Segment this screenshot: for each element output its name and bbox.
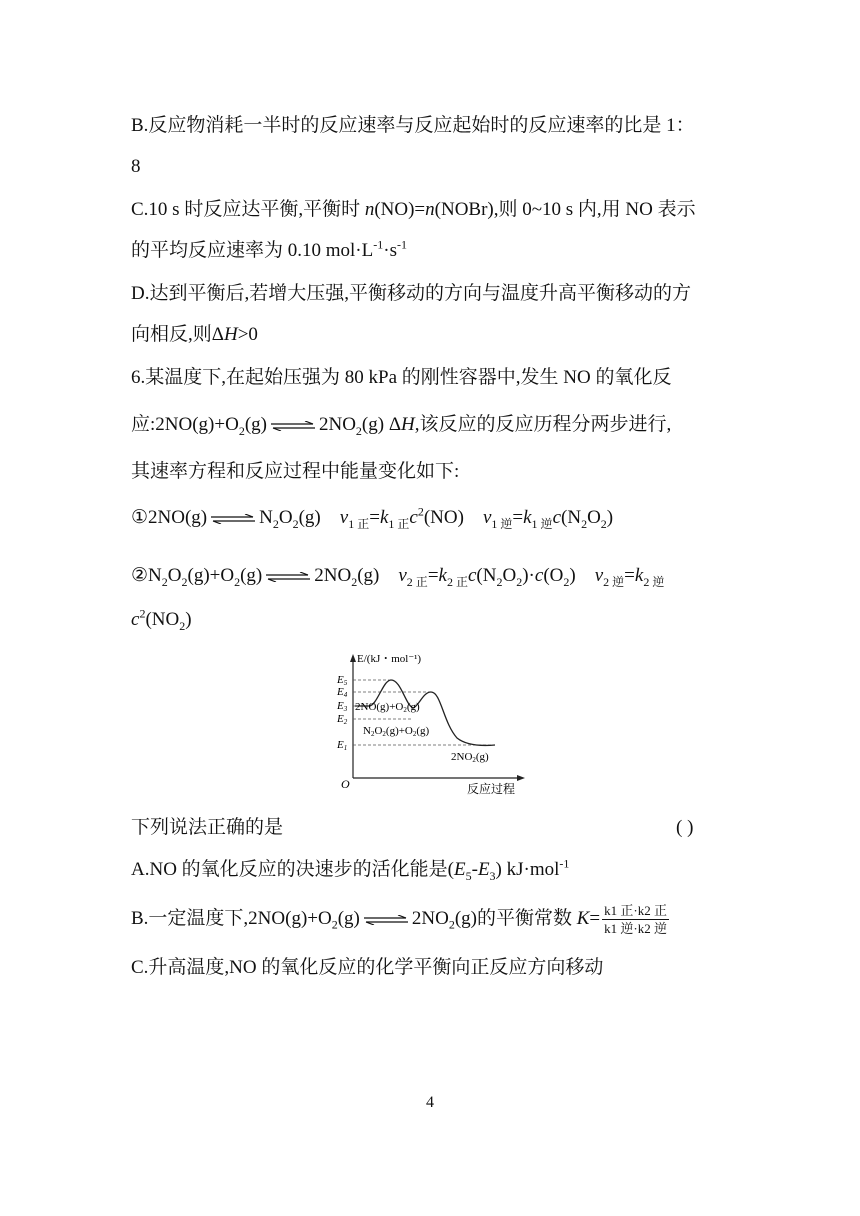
- label-reactant: 2NO(g)+O2(g): [355, 701, 420, 714]
- option-d-previous-line2: 向相反,则ΔH>0: [131, 324, 258, 345]
- x-axis-arrow-icon: [517, 775, 525, 781]
- option-b: B.一定温度下$,2NO(g)+O_2(g)$ $2NO_2(g)$的平衡常数 K= $\frac{\text{k1 正·k2 正}}{\text{k1 逆·k2 逆}}$: [131, 903, 667, 936]
- question-6-line1: 6.某温度下,在起始压强为 80 kPa 的刚性容器中,发生 NO 的氧化反: [131, 367, 672, 388]
- question-6-line2: 应$:2NO(g)+O_2(g)$ $2NO_2(g)$ ΔH,该反应的反应历程分两步进行,: [131, 414, 672, 438]
- step-2-equation: $②N_2O_2(g)+O_2(g)$ $2NO_2(g)$ $v_{2 正}=k_{2 正}c(N_2O_2)\cdot c(O_2)$ $v_{2 逆}=k_{2 逆}$: [131, 565, 665, 589]
- option-c-previous-line2: 的平均反应速率为 0.10 $mol\cdot L^{-1}\cdot s^{-1}$: [131, 237, 407, 261]
- x-axis-label: 反应过程: [467, 782, 516, 796]
- level-label-e3: E3: [337, 700, 348, 713]
- energy-level-labels: [336, 674, 348, 752]
- equilibrium-arrow-icon: [364, 915, 408, 925]
- question-6-line3: 其速率方程和反应过程中能量变化如下:: [131, 461, 460, 482]
- answer-blank[interactable]: ( ): [676, 817, 694, 838]
- page-number: 4: [426, 1094, 434, 1111]
- option-c-previous-line1: C.10 s 时反应达平衡,平衡时 n(NO)=n(NOBr),则 0~10 s 内,用 NO 表示: [131, 199, 696, 220]
- option-a: A.NO 的氧化反应的决速步的活化能是$(E_5-E_3)$ kJ·mol$^{-1}$: [131, 856, 570, 883]
- level-label-e4: E4: [337, 686, 348, 699]
- option-d-previous-line1: D.达到平衡后,若增大压强,平衡移动的方向与温度升高平衡移动的方: [131, 283, 691, 304]
- equilibrium-arrow-icon: [271, 421, 315, 431]
- fraction-numerator: k1 正·k2 正: [604, 903, 667, 918]
- level-label-e5: E5: [337, 674, 348, 687]
- option-b-previous-line1: B.反应物消耗一半时的反应速率与反应起始时的反应速率的比是 1：: [131, 115, 695, 136]
- label-intermediate: N2O2(g)+O2(g): [363, 725, 430, 738]
- question-stem: 下列说法正确的是: [131, 817, 284, 838]
- level-label-e1: E1: [337, 739, 348, 752]
- equilibrium-arrow-icon: [211, 514, 255, 524]
- step-2-equation-continued: $c^2(NO_2)$: [131, 606, 192, 633]
- y-axis-label: E/(kJ・mol⁻¹): [357, 653, 422, 665]
- step-1-equation: ①2NO(g) $N_2O_2(g)$ $v_{1 正}=k_{1 正}c^2(NO)$ $v_{1 逆}=k_{1 逆}c(N_2O_2)$: [131, 504, 614, 531]
- equilibrium-arrow-icon: [266, 572, 310, 582]
- option-c: C.升高温度,NO 的氧化反应的化学平衡向正反应方向移动: [131, 957, 604, 978]
- equilibrium-constant-fraction: [602, 902, 669, 937]
- energy-profile-diagram: [333, 646, 529, 798]
- label-product: 2NO2(g): [451, 751, 489, 764]
- level-label-e2: E2: [337, 713, 348, 726]
- origin-label: O: [341, 777, 350, 791]
- y-axis-arrow-icon: [350, 654, 356, 662]
- option-b-previous-line2: 8: [131, 156, 141, 177]
- fraction-denominator: k1 逆·k2 逆: [604, 921, 667, 936]
